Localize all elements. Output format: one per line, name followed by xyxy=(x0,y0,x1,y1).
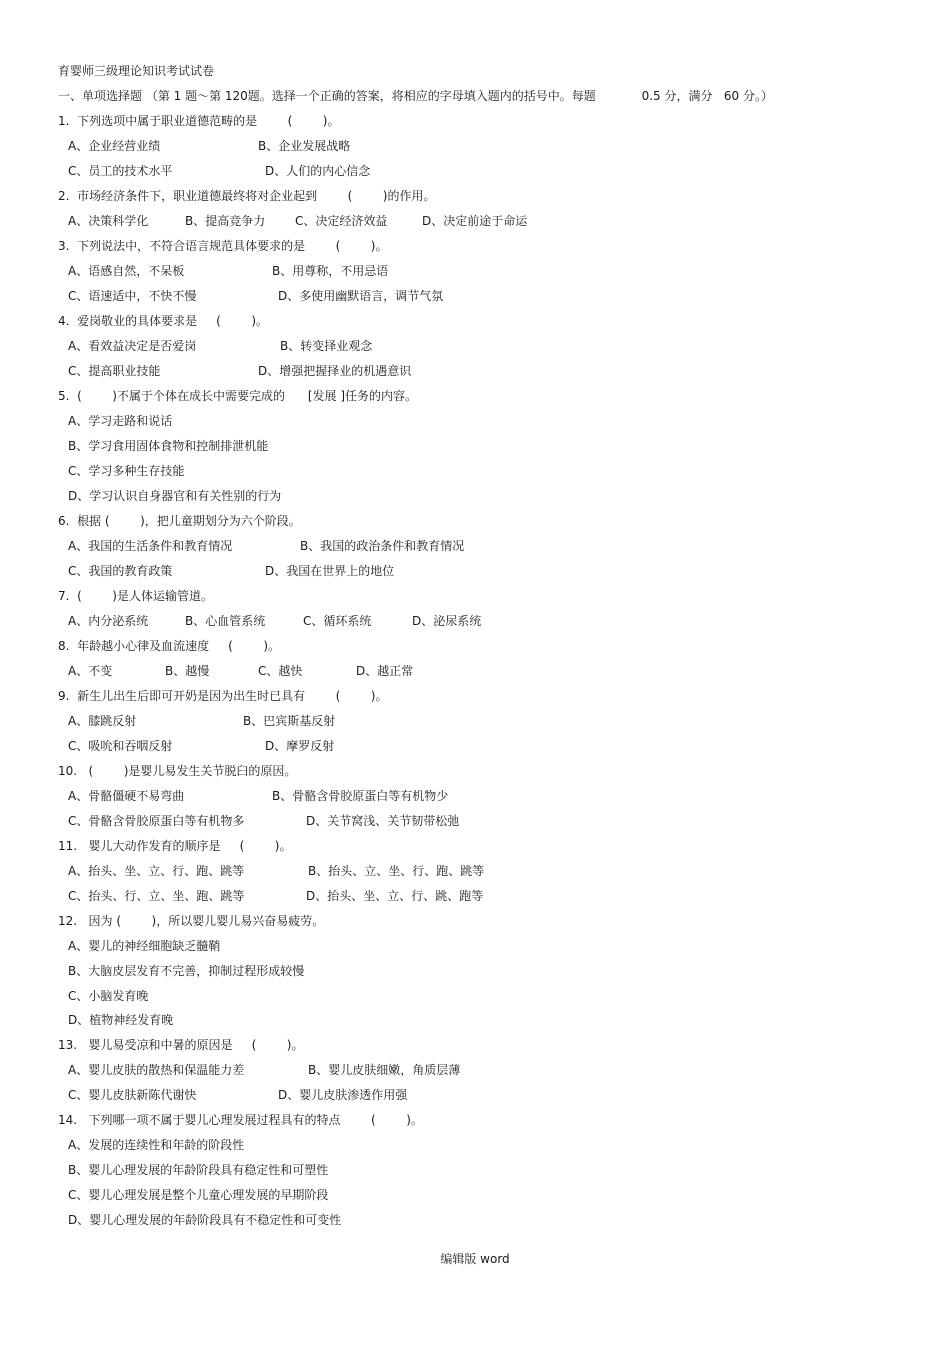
answer-option: B、骨骼含骨胶原蛋白等有机物少 xyxy=(272,789,449,803)
answer-option: D、我国在世界上的地位 xyxy=(265,564,395,578)
answer-option: C、抬头、行、立、坐、跑、跳等 xyxy=(68,889,245,903)
answer-option: A、发展的连续性和年龄的阶段性 xyxy=(68,1138,245,1152)
answer-option: D、抬头、坐、立、行、跳、跑等 xyxy=(306,889,484,903)
answer-option: D、学习认识自身器官和有关性别的行为 xyxy=(68,489,282,503)
answer-option: A、决策科学化 xyxy=(68,214,149,228)
answer-option: B、学习食用固体食物和控制排泄机能 xyxy=(68,439,269,453)
answer-option: A、我国的生活条件和教育情况 xyxy=(68,539,233,553)
answer-option: A、内分泌系统 xyxy=(68,614,149,628)
answer-option: D、摩罗反射 xyxy=(265,739,335,753)
answer-option: C、吸吮和吞咽反射 xyxy=(68,739,173,753)
answer-option: A、语感自然，不呆板 xyxy=(68,264,185,278)
answer-option: D、关节窝浅、关节韧带松弛 xyxy=(306,814,460,828)
answer-option: D、婴儿皮肤渗透作用强 xyxy=(278,1088,408,1102)
page-footer: 编辑版 word xyxy=(440,1252,510,1266)
answer-option: B、提高竞争力 xyxy=(185,214,266,228)
question-stem: 14. 下列哪一项不属于婴儿心理发展过程具有的特点 ( )。 xyxy=(58,1113,423,1127)
answer-option: C、骨骼含骨胶原蛋白等有机物多 xyxy=(68,814,245,828)
question-stem: 13. 婴儿易受凉和中暑的原因是 ( )。 xyxy=(58,1038,304,1052)
answer-option: B、转变择业观念 xyxy=(280,339,373,353)
question-stem: 9. 新生儿出生后即可开奶是因为出生时已具有 ( )。 xyxy=(58,689,388,703)
answer-option: A、骨骼僵硬不易弯曲 xyxy=(68,789,185,803)
answer-option: B、企业发展战略 xyxy=(258,139,351,153)
answer-option: A、企业经营业绩 xyxy=(68,139,161,153)
answer-option: D、越正常 xyxy=(356,664,414,678)
question-stem: 10. ( )是婴儿易发生关节脱臼的原因。 xyxy=(58,764,297,778)
question-stem: 6. 根据 ( )，把儿童期划分为六个阶段。 xyxy=(58,514,301,528)
question-stem: 12. 因为 ( )，所以婴儿婴儿易兴奋易疲劳。 xyxy=(58,914,325,928)
answer-option: C、婴儿心理发展是整个儿童心理发展的早期阶段 xyxy=(68,1188,329,1202)
document-title: 育婴师三级理论知识考试试卷 xyxy=(58,64,215,78)
answer-option: C、小脑发育晚 xyxy=(68,989,149,1003)
answer-option: C、提高职业技能 xyxy=(68,364,161,378)
answer-option: C、语速适中，不快不慢 xyxy=(68,289,197,303)
answer-option: C、婴儿皮肤新陈代谢快 xyxy=(68,1088,197,1102)
question-stem: 8. 年龄越小心律及血流速度 ( )。 xyxy=(58,639,281,653)
answer-option: D、人们的内心信念 xyxy=(265,164,371,178)
answer-option: D、植物神经发育晚 xyxy=(68,1013,174,1027)
answer-option: A、抬头、坐、立、行、跑、跳等 xyxy=(68,864,245,878)
answer-option: A、不变 xyxy=(68,664,113,678)
answer-option: C、我国的教育政策 xyxy=(68,564,173,578)
question-stem: 1. 下列选项中属于职业道德范畴的是 ( )。 xyxy=(58,114,340,128)
answer-option: B、越慢 xyxy=(165,664,210,678)
answer-option: B、我国的政治条件和教育情况 xyxy=(300,539,465,553)
answer-option: C、学习多种生存技能 xyxy=(68,464,185,478)
question-stem: 5. ( )不属于个体在成长中需要完成的 [发展 ]任务的内容。 xyxy=(58,389,418,403)
answer-option: D、多使用幽默语言，调节气氛 xyxy=(278,289,444,303)
question-stem: 7. ( )是人体运输管道。 xyxy=(58,589,213,603)
answer-option: B、大脑皮层发育不完善，抑制过程形成较慢 xyxy=(68,964,305,978)
section-instructions: 一、单项选择题 （第 1 题～第 120题。选择一个正确的答案，将相应的字母填入题内的括号中。每题 0.5 分，满分 60 分。） xyxy=(58,89,774,103)
answer-option: A、膝跳反射 xyxy=(68,714,137,728)
answer-option: D、增强把握择业的机遇意识 xyxy=(258,364,412,378)
answer-option: A、婴儿皮肤的散热和保温能力差 xyxy=(68,1063,245,1077)
answer-option: A、看效益决定是否爱岗 xyxy=(68,339,197,353)
answer-option: A、婴儿的神经细胞缺乏髓鞘 xyxy=(68,939,221,953)
answer-option: B、巴宾斯基反射 xyxy=(243,714,336,728)
question-stem: 2. 市场经济条件下，职业道德最终将对企业起到 ( )的作用。 xyxy=(58,189,436,203)
answer-option: C、循环系统 xyxy=(303,614,372,628)
answer-option: B、用尊称，不用忌语 xyxy=(272,264,389,278)
answer-option: B、抬头、立、坐、行、跑、跳等 xyxy=(308,864,485,878)
answer-option: C、越快 xyxy=(258,664,303,678)
answer-option: B、婴儿皮肤细嫩，角质层薄 xyxy=(308,1063,461,1077)
question-stem: 4. 爱岗敬业的具体要求是 ( )。 xyxy=(58,314,269,328)
answer-option: B、心血管系统 xyxy=(185,614,266,628)
answer-option: C、员工的技术水平 xyxy=(68,164,173,178)
answer-option: D、决定前途于命运 xyxy=(422,214,528,228)
answer-option: D、婴儿心理发展的年龄阶段具有不稳定性和可变性 xyxy=(68,1213,342,1227)
answer-option: D、泌尿系统 xyxy=(412,614,482,628)
answer-option: C、决定经济效益 xyxy=(295,214,388,228)
question-stem: 11. 婴儿大动作发育的顺序是 ( )。 xyxy=(58,839,292,853)
answer-option: A、学习走路和说话 xyxy=(68,414,173,428)
question-stem: 3. 下列说法中，不符合语言规范具体要求的是 ( )。 xyxy=(58,239,388,253)
answer-option: B、婴儿心理发展的年龄阶段具有稳定性和可塑性 xyxy=(68,1163,329,1177)
